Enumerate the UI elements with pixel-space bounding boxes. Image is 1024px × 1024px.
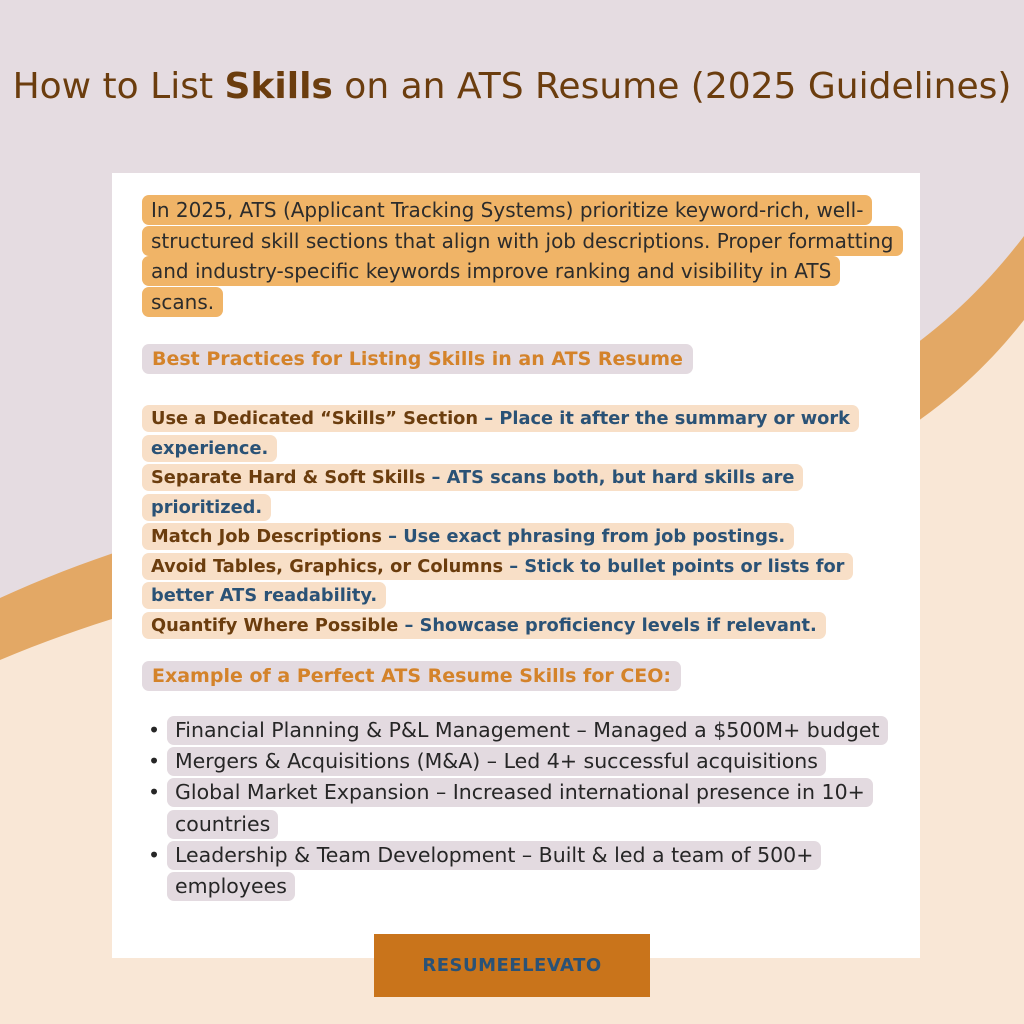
practice-description: – Stick to bullet points or lists for better ATS readability. <box>151 555 845 606</box>
practice-description: – Showcase proficiency levels if relevant. <box>398 614 817 636</box>
practice-item <box>142 522 902 552</box>
page-title <box>0 60 1024 113</box>
title-prefix: How to List <box>12 66 225 108</box>
practice-item <box>142 404 902 463</box>
title-emphasis: Skills <box>224 66 333 108</box>
skill-text: Financial Planning & P&L Management – Managed a $500M+ budget <box>167 716 888 745</box>
practice-label: Quantify Where Possible <box>151 614 399 636</box>
practice-item <box>142 552 902 611</box>
bullet-icon: • <box>148 718 161 742</box>
title-suffix: on an ATS Resume (2025 Guidelines) <box>332 66 1012 108</box>
intro-paragraph <box>142 195 902 317</box>
practice-item <box>142 463 902 522</box>
practice-description: – Place it after the summary or work experience. <box>151 408 850 459</box>
skill-text: Leadership & Team Development – Built & led a team of 500+ employees <box>167 841 821 901</box>
example-heading-text: Example of a Perfect ATS Resume Skills for CEO: <box>142 661 681 691</box>
best-practices-heading <box>142 344 693 374</box>
practice-item <box>142 611 902 641</box>
example-skills-list <box>142 715 912 902</box>
practice-label: Match Job Descriptions <box>151 526 382 547</box>
best-practices-heading-text: Best Practices for Listing Skills in an ATS Resume <box>142 344 693 374</box>
bullet-icon: • <box>148 780 161 805</box>
practice-label: Avoid Tables, Graphics, or Columns <box>151 555 504 577</box>
practice-label: Use a Dedicated “Skills” Section <box>151 408 479 429</box>
skill-text: Mergers & Acquisitions (M&A) – Led 4+ successful acquisitions <box>167 747 826 776</box>
practice-description: – Use exact phrasing from job postings. <box>381 526 786 547</box>
practice-label: Separate Hard & Soft Skills <box>151 467 426 488</box>
list-item <box>142 746 912 777</box>
list-item <box>142 840 912 902</box>
intro-text: In 2025, ATS (Applicant Tracking Systems) prioritize keyword-rich, well-structured skill sections that align with job descriptions. Proper formatting and industry-specific keywords improve ranking and visibility in ATS scans. <box>142 195 903 317</box>
list-item <box>142 777 912 839</box>
practice-description: – ATS scans both, but hard skills are prioritized. <box>151 467 795 518</box>
brand-button[interactable]: RESUMEELEVATO <box>374 934 650 997</box>
bullet-icon: • <box>148 842 161 867</box>
list-item <box>142 715 912 746</box>
content-card <box>112 173 920 958</box>
example-heading <box>142 661 681 691</box>
best-practices-list <box>142 404 902 640</box>
bullet-icon: • <box>148 749 161 774</box>
skill-text: Global Market Expansion – Increased international presence in 10+ countries <box>167 778 873 838</box>
